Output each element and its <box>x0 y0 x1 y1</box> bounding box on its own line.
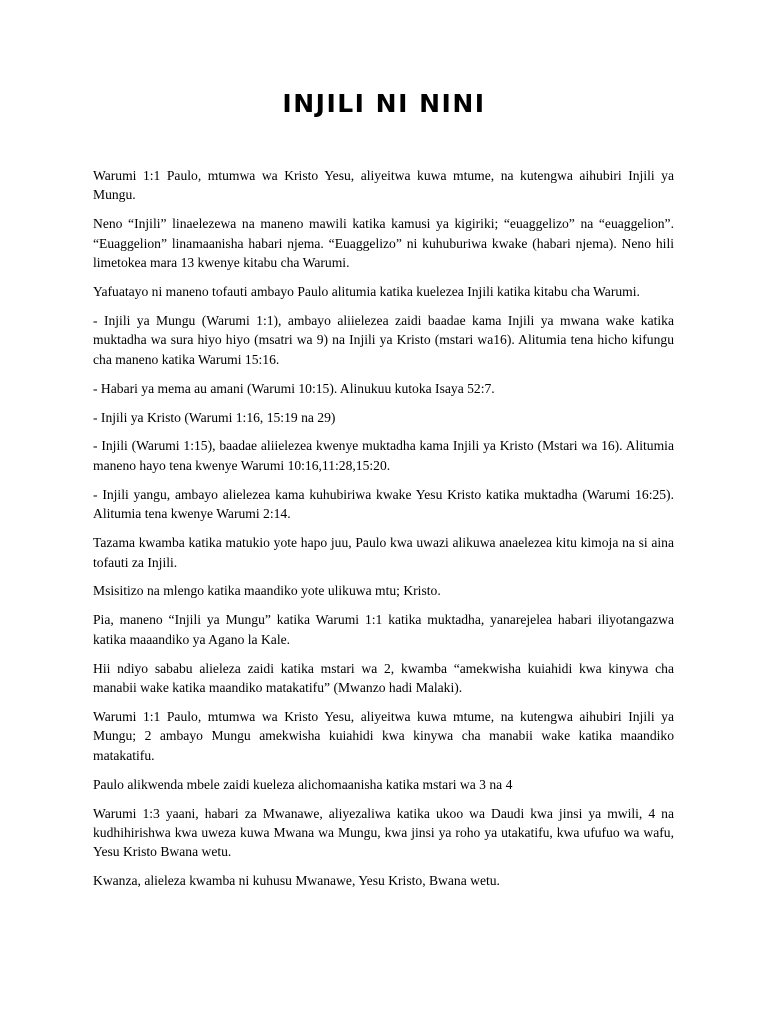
paragraph: - Injili ya Kristo (Warumi 1:16, 15:19 na 29) <box>93 409 336 425</box>
paragraph: Pia, maneno “Injili ya Mungu” katika Warumi 1:1 katika muktadha, yanarejelea habari iliyotangazwa katika maaandiko ya Agano la Kale. <box>93 612 674 647</box>
paragraph: - Injili (Warumi 1:15), baadae aliielezea kwenye muktadha kama Injili ya Kristo (Mstari wa 16). Alitumia maneno hayo tena kwenye Warumi 10:16,11:28,15:20. <box>93 438 674 473</box>
paragraph: Tazama kwamba katika matukio yote hapo juu, Paulo kwa uwazi alikuwa anaelezea kitu kimoja na si aina tofauti za Injili. <box>93 535 674 570</box>
paragraph: Neno “Injili” linaelezewa na maneno mawili katika kamusi ya kigiriki; “euaggelizo” na “euaggelion”. “Euaggelion” linamaanisha habari njema. “Euaggelizo” ni kuhuburiwa kwake (habari njema). Neno hili limetokea mara 13 kwenye kitabu cha Warumi. <box>93 216 674 271</box>
paragraph: Msisitizo na mlengo katika maandiko yote ulikuwa mtu; Kristo. <box>93 583 441 599</box>
paragraph: Warumi 1:1 Paulo, mtumwa wa Kristo Yesu, aliyeitwa kuwa mtume, na kutengwa aihubiri Injili ya Mungu; 2 ambayo Mungu amekwisha kuiahidi kwa kinywa cha manabii wake katika maandiko matakatifu. <box>93 708 674 763</box>
paragraph: - Injili yangu, ambayo alielezea kama kuhubiriwa kwake Yesu Kristo katika muktadha (Warumi 16:25). Alitumia tena kwenye Warumi 2:14. <box>93 486 674 522</box>
paragraph: - Injili ya Mungu (Warumi 1:1), ambayo aliielezea zaidi baadae kama Injili ya mwana wake katika muktadha wa sura hiyo hiyo (msatri wa 9) na Injili ya Kristo (mstari wa16). Alitumia tena hicho kifungu cha maneno katika Warumi 15:16. <box>93 312 674 367</box>
paragraph: Kwanza, alieleza kwamba ni kuhusu Mwanawe, Yesu Kristo, Bwana wetu. <box>93 873 500 889</box>
paragraph: Yafuatayo ni maneno tofauti ambayo Paulo alitumia katika kuelezea Injili katika kitabu cha Warumi. <box>93 284 640 300</box>
document-body <box>93 166 674 900</box>
paragraph: Paulo alikwenda mbele zaidi kueleza alichomaanisha katika mstari wa 3 na 4 <box>93 776 513 792</box>
paragraph: Hii ndiyo sababu alieleza zaidi katika mstari wa 2, kwamba “amekwisha kuiahidi kwa kinywa cha manabii wake katika maandiko matakatifu” (Mwanzo hadi Malaki). <box>93 660 674 696</box>
paragraph: Warumi 1:3 yaani, habari za Mwanawe, aliyezaliwa katika ukoo wa Daudi kwa jinsi ya mwili, 4 na kudhihirishwa kwa uweza kuwa Mwana wa Mungu, kwa jinsi ya roho ya utakatifu, kwa ufufuo wa wafu, Yesu Kristo Bwana wetu. <box>93 805 674 860</box>
paragraph: - Habari ya mema au amani (Warumi 10:15). Alinukuu kutoka Isaya 52:7. <box>93 380 495 396</box>
paragraph: Warumi 1:1 Paulo, mtumwa wa Kristo Yesu, aliyeitwa kuwa mtume, na kutengwa aihubiri Injili ya Mungu. <box>93 168 674 203</box>
page-title: INJILI NI NINI <box>282 89 486 118</box>
